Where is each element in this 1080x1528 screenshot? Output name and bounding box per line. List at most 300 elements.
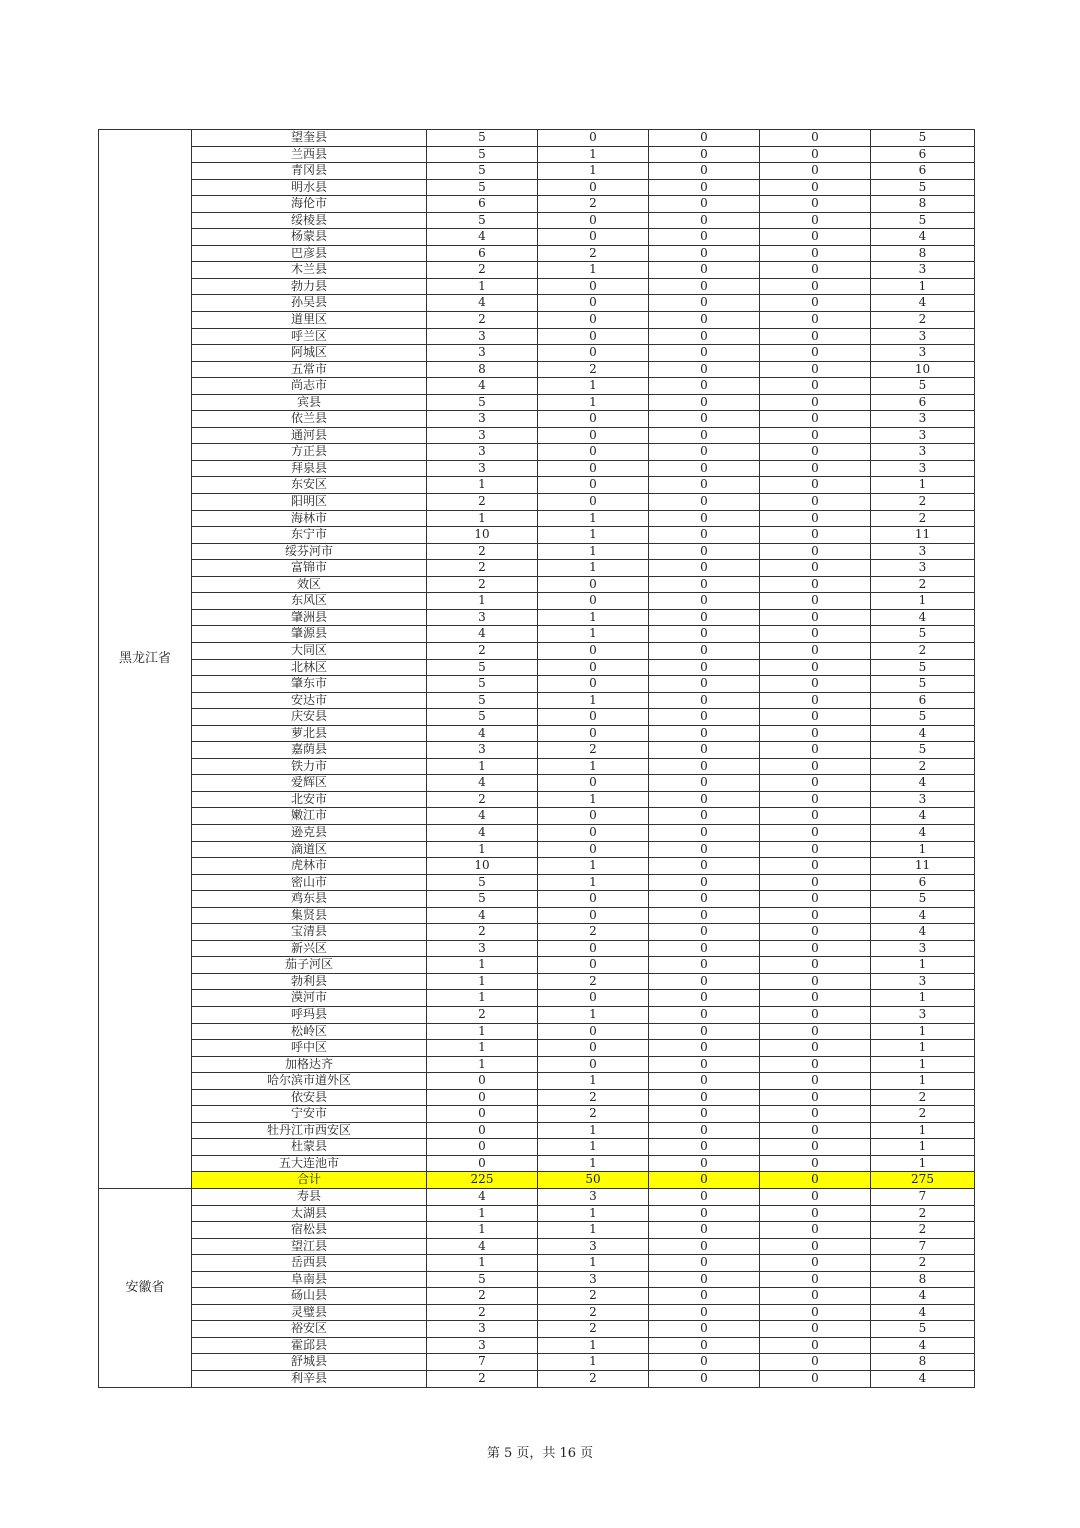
county-cell: 呼玛县 (192, 1006, 427, 1023)
value-cell: 0 (649, 460, 760, 477)
value-cell: 2 (871, 1255, 975, 1272)
value-cell: 1 (538, 1337, 649, 1354)
value-cell: 0 (760, 742, 871, 759)
value-cell: 0 (760, 477, 871, 494)
value-cell: 0 (760, 427, 871, 444)
value-cell: 5 (427, 709, 538, 726)
value-cell: 3 (538, 1238, 649, 1255)
value-cell: 0 (760, 576, 871, 593)
value-cell: 1 (538, 378, 649, 395)
value-cell: 3 (871, 444, 975, 461)
county-cell: 通河县 (192, 427, 427, 444)
value-cell: 0 (760, 808, 871, 825)
value-cell: 0 (649, 1122, 760, 1139)
table-row (99, 891, 975, 908)
table-row (99, 345, 975, 362)
county-cell: 五常市 (192, 361, 427, 378)
table-row (99, 709, 975, 726)
value-cell: 0 (760, 874, 871, 891)
value-cell: 0 (649, 146, 760, 163)
total-row (99, 1172, 975, 1189)
value-cell: 1 (538, 692, 649, 709)
value-cell: 0 (760, 924, 871, 941)
table-row (99, 1371, 975, 1388)
value-cell: 0 (760, 328, 871, 345)
value-cell: 3 (538, 1271, 649, 1288)
value-cell: 3 (538, 1189, 649, 1206)
table-row (99, 1040, 975, 1057)
value-cell: 0 (760, 494, 871, 511)
value-cell: 0 (538, 907, 649, 924)
county-cell: 孙吴县 (192, 295, 427, 312)
value-cell: 0 (760, 130, 871, 147)
value-cell: 2 (871, 312, 975, 329)
county-cell: 东宁市 (192, 527, 427, 544)
value-cell: 0 (760, 659, 871, 676)
value-cell: 0 (760, 709, 871, 726)
table-row (99, 494, 975, 511)
value-cell: 0 (649, 229, 760, 246)
table-row (99, 1139, 975, 1156)
value-cell: 0 (538, 130, 649, 147)
county-cell: 庆安县 (192, 709, 427, 726)
value-cell: 2 (427, 560, 538, 577)
value-cell: 0 (760, 312, 871, 329)
table-row (99, 1271, 975, 1288)
table-row (99, 1337, 975, 1354)
table-row (99, 444, 975, 461)
value-cell: 0 (538, 841, 649, 858)
table-row (99, 1006, 975, 1023)
province-cell: 黑龙江省 (99, 130, 192, 1189)
value-cell: 0 (538, 295, 649, 312)
value-cell: 3 (871, 940, 975, 957)
table-row (99, 510, 975, 527)
value-cell: 0 (649, 609, 760, 626)
value-cell: 5 (427, 212, 538, 229)
value-cell: 0 (649, 841, 760, 858)
table-row (99, 907, 975, 924)
value-cell: 8 (427, 361, 538, 378)
value-cell: 4 (871, 808, 975, 825)
value-cell: 0 (760, 510, 871, 527)
value-cell: 7 (871, 1238, 975, 1255)
county-cell: 依兰县 (192, 411, 427, 428)
total-label-cell: 合计 (192, 1172, 427, 1189)
table-row (99, 626, 975, 643)
value-cell: 4 (427, 626, 538, 643)
value-cell: 0 (649, 824, 760, 841)
value-cell: 6 (871, 163, 975, 180)
county-cell: 舒城县 (192, 1354, 427, 1371)
value-cell: 5 (871, 709, 975, 726)
table-row (99, 312, 975, 329)
value-cell: 1 (538, 560, 649, 577)
value-cell: 4 (427, 725, 538, 742)
value-cell: 3 (427, 1337, 538, 1354)
value-cell: 1 (427, 593, 538, 610)
value-cell: 0 (760, 858, 871, 875)
value-cell: 0 (649, 262, 760, 279)
table-row (99, 924, 975, 941)
table-row (99, 791, 975, 808)
value-cell: 1 (427, 841, 538, 858)
value-cell: 2 (871, 510, 975, 527)
value-cell: 0 (760, 1023, 871, 1040)
table-row (99, 593, 975, 610)
value-cell: 4 (871, 1288, 975, 1305)
value-cell: 0 (649, 527, 760, 544)
county-cell: 阿城区 (192, 345, 427, 362)
value-cell: 2 (538, 1304, 649, 1321)
value-cell: 2 (871, 1222, 975, 1239)
value-cell: 0 (760, 1189, 871, 1206)
value-cell: 4 (871, 824, 975, 841)
county-cell: 海伦市 (192, 196, 427, 213)
value-cell: 2 (538, 1106, 649, 1123)
value-cell: 0 (649, 543, 760, 560)
page-footer: 第 5 页，共 16 页 (486, 1446, 594, 1461)
table-row (99, 1155, 975, 1172)
table-row (99, 973, 975, 990)
value-cell: 5 (427, 891, 538, 908)
value-cell: 5 (427, 1271, 538, 1288)
value-cell: 1 (871, 1073, 975, 1090)
value-cell: 0 (760, 1155, 871, 1172)
county-cell: 五大连池市 (192, 1155, 427, 1172)
value-cell: 2 (427, 494, 538, 511)
value-cell: 0 (760, 957, 871, 974)
value-cell: 4 (427, 378, 538, 395)
county-cell: 杨蒙县 (192, 229, 427, 246)
value-cell: 0 (538, 278, 649, 295)
county-cell: 富锦市 (192, 560, 427, 577)
value-cell: 0 (760, 460, 871, 477)
value-cell: 0 (760, 1255, 871, 1272)
value-cell: 1 (538, 791, 649, 808)
value-cell: 0 (538, 940, 649, 957)
value-cell: 0 (760, 345, 871, 362)
value-cell: 0 (760, 560, 871, 577)
value-cell: 1 (427, 510, 538, 527)
value-cell: 1 (871, 278, 975, 295)
value-cell: 1 (427, 1222, 538, 1239)
value-cell: 0 (649, 212, 760, 229)
value-cell: 2 (871, 642, 975, 659)
value-cell: 4 (871, 609, 975, 626)
value-cell: 1 (538, 262, 649, 279)
value-cell: 0 (649, 295, 760, 312)
value-cell: 0 (649, 626, 760, 643)
value-cell: 0 (760, 626, 871, 643)
table-row (99, 609, 975, 626)
value-cell: 2 (427, 576, 538, 593)
total-value-cell: 0 (760, 1172, 871, 1189)
county-cell: 北安市 (192, 791, 427, 808)
value-cell: 0 (760, 1337, 871, 1354)
county-cell: 虎林市 (192, 858, 427, 875)
value-cell: 0 (649, 1056, 760, 1073)
value-cell: 8 (871, 1354, 975, 1371)
value-cell: 2 (538, 924, 649, 941)
value-cell: 0 (649, 494, 760, 511)
table-row (99, 1304, 975, 1321)
county-cell: 道里区 (192, 312, 427, 329)
value-cell: 0 (538, 1056, 649, 1073)
value-cell: 0 (760, 609, 871, 626)
table-body (99, 130, 975, 1388)
table-row (99, 1073, 975, 1090)
value-cell: 0 (649, 676, 760, 693)
value-cell: 0 (649, 278, 760, 295)
county-cell: 兰西县 (192, 146, 427, 163)
county-cell: 北林区 (192, 659, 427, 676)
value-cell: 1 (427, 1040, 538, 1057)
value-cell: 1 (871, 1155, 975, 1172)
value-cell: 1 (538, 146, 649, 163)
value-cell: 2 (871, 1205, 975, 1222)
value-cell: 0 (649, 874, 760, 891)
value-cell: 0 (760, 891, 871, 908)
value-cell: 1 (538, 1122, 649, 1139)
value-cell: 1 (538, 609, 649, 626)
value-cell: 3 (427, 940, 538, 957)
value-cell: 2 (538, 1288, 649, 1305)
value-cell: 4 (427, 824, 538, 841)
value-cell: 4 (871, 924, 975, 941)
county-cell: 宝清县 (192, 924, 427, 941)
table-row (99, 411, 975, 428)
value-cell: 2 (538, 973, 649, 990)
table-row (99, 163, 975, 180)
value-cell: 3 (871, 345, 975, 362)
value-cell: 2 (871, 1089, 975, 1106)
value-cell: 1 (538, 527, 649, 544)
value-cell: 0 (760, 163, 871, 180)
value-cell: 2 (538, 742, 649, 759)
value-cell: 2 (427, 262, 538, 279)
value-cell: 1 (427, 973, 538, 990)
value-cell: 6 (427, 196, 538, 213)
value-cell: 5 (427, 659, 538, 676)
table-row (99, 1205, 975, 1222)
value-cell: 0 (760, 444, 871, 461)
value-cell: 5 (871, 130, 975, 147)
value-cell: 0 (649, 576, 760, 593)
county-cell: 爱辉区 (192, 775, 427, 792)
value-cell: 0 (538, 212, 649, 229)
county-cell: 茄子河区 (192, 957, 427, 974)
value-cell: 0 (760, 229, 871, 246)
table-row (99, 742, 975, 759)
value-cell: 0 (649, 378, 760, 395)
value-cell: 1 (538, 1073, 649, 1090)
value-cell: 0 (538, 460, 649, 477)
value-cell: 1 (538, 1155, 649, 1172)
county-cell: 木兰县 (192, 262, 427, 279)
value-cell: 0 (760, 1354, 871, 1371)
value-cell: 0 (760, 1040, 871, 1057)
value-cell: 0 (649, 1304, 760, 1321)
value-cell: 0 (760, 196, 871, 213)
value-cell: 0 (760, 278, 871, 295)
county-cell: 嘉荫县 (192, 742, 427, 759)
value-cell: 5 (871, 179, 975, 196)
total-value-cell: 50 (538, 1172, 649, 1189)
value-cell: 2 (427, 1304, 538, 1321)
value-cell: 11 (871, 858, 975, 875)
value-cell: 1 (871, 1139, 975, 1156)
data-table-wrapper (98, 129, 974, 1388)
table-row (99, 808, 975, 825)
value-cell: 1 (427, 1205, 538, 1222)
value-cell: 5 (427, 146, 538, 163)
value-cell: 5 (427, 179, 538, 196)
county-cell: 拜泉县 (192, 460, 427, 477)
value-cell: 0 (649, 1023, 760, 1040)
total-value-cell: 225 (427, 1172, 538, 1189)
value-cell: 4 (427, 229, 538, 246)
county-cell: 宁安市 (192, 1106, 427, 1123)
value-cell: 0 (760, 1321, 871, 1338)
table-row (99, 642, 975, 659)
value-cell: 3 (871, 543, 975, 560)
county-cell: 肇东市 (192, 676, 427, 693)
value-cell: 0 (427, 1089, 538, 1106)
value-cell: 1 (538, 394, 649, 411)
value-cell: 5 (427, 676, 538, 693)
value-cell: 0 (649, 725, 760, 742)
county-cell: 萝北县 (192, 725, 427, 742)
value-cell: 2 (538, 1371, 649, 1388)
county-cell: 勃力县 (192, 278, 427, 295)
value-cell: 0 (538, 576, 649, 593)
county-cell: 鸡东县 (192, 891, 427, 908)
value-cell: 6 (871, 692, 975, 709)
value-cell: 0 (649, 1006, 760, 1023)
value-cell: 0 (760, 1222, 871, 1239)
table-row (99, 676, 975, 693)
county-cell: 呼兰区 (192, 328, 427, 345)
table-row (99, 543, 975, 560)
value-cell: 0 (760, 527, 871, 544)
value-cell: 5 (427, 130, 538, 147)
county-cell: 勃利县 (192, 973, 427, 990)
value-cell: 0 (649, 1222, 760, 1239)
value-cell: 4 (427, 295, 538, 312)
value-cell: 2 (871, 758, 975, 775)
county-cell: 滴道区 (192, 841, 427, 858)
value-cell: 3 (871, 1006, 975, 1023)
value-cell: 5 (871, 742, 975, 759)
value-cell: 0 (649, 758, 760, 775)
value-cell: 3 (427, 328, 538, 345)
table-row (99, 758, 975, 775)
county-cell: 巴彦县 (192, 245, 427, 262)
value-cell: 1 (427, 957, 538, 974)
table-row (99, 858, 975, 875)
value-cell: 0 (649, 163, 760, 180)
value-cell: 3 (427, 460, 538, 477)
value-cell: 3 (427, 345, 538, 362)
value-cell: 4 (427, 808, 538, 825)
value-cell: 1 (538, 510, 649, 527)
table-row (99, 725, 975, 742)
value-cell: 3 (427, 427, 538, 444)
value-cell: 0 (760, 1205, 871, 1222)
value-cell: 0 (649, 907, 760, 924)
table-row (99, 229, 975, 246)
county-cell: 海林市 (192, 510, 427, 527)
value-cell: 0 (649, 394, 760, 411)
value-cell: 0 (760, 593, 871, 610)
value-cell: 1 (538, 1006, 649, 1023)
value-cell: 2 (427, 1371, 538, 1388)
value-cell: 0 (760, 1271, 871, 1288)
value-cell: 0 (538, 229, 649, 246)
table-row (99, 179, 975, 196)
value-cell: 0 (538, 593, 649, 610)
table-row (99, 262, 975, 279)
value-cell: 3 (427, 444, 538, 461)
value-cell: 0 (760, 212, 871, 229)
value-cell: 8 (871, 1271, 975, 1288)
total-value-cell: 275 (871, 1172, 975, 1189)
value-cell: 0 (760, 179, 871, 196)
table-row (99, 328, 975, 345)
county-cell: 哈尔滨市道外区 (192, 1073, 427, 1090)
county-cell: 依安县 (192, 1089, 427, 1106)
value-cell: 2 (427, 642, 538, 659)
value-cell: 0 (649, 312, 760, 329)
value-cell: 4 (427, 1238, 538, 1255)
value-cell: 6 (427, 245, 538, 262)
value-cell: 6 (871, 394, 975, 411)
county-cell: 绥棱县 (192, 212, 427, 229)
table-row (99, 278, 975, 295)
value-cell: 0 (760, 394, 871, 411)
value-cell: 0 (760, 1139, 871, 1156)
value-cell: 0 (649, 510, 760, 527)
table-row (99, 361, 975, 378)
value-cell: 0 (760, 1106, 871, 1123)
value-cell: 0 (649, 791, 760, 808)
county-cell: 砀山县 (192, 1288, 427, 1305)
table-row (99, 957, 975, 974)
value-cell: 5 (871, 212, 975, 229)
value-cell: 3 (871, 973, 975, 990)
table-row (99, 659, 975, 676)
value-cell: 0 (649, 196, 760, 213)
value-cell: 2 (427, 1006, 538, 1023)
county-cell: 东安区 (192, 477, 427, 494)
county-cell: 东风区 (192, 593, 427, 610)
county-cell: 铁力市 (192, 758, 427, 775)
value-cell: 5 (427, 692, 538, 709)
table-row (99, 1122, 975, 1139)
value-cell: 0 (649, 1255, 760, 1272)
value-cell: 0 (649, 1337, 760, 1354)
value-cell: 4 (871, 295, 975, 312)
value-cell: 3 (871, 560, 975, 577)
value-cell: 10 (871, 361, 975, 378)
value-cell: 0 (538, 775, 649, 792)
value-cell: 0 (538, 659, 649, 676)
table-row (99, 1255, 975, 1272)
county-cell: 安达市 (192, 692, 427, 709)
value-cell: 0 (760, 841, 871, 858)
value-cell: 4 (871, 775, 975, 792)
